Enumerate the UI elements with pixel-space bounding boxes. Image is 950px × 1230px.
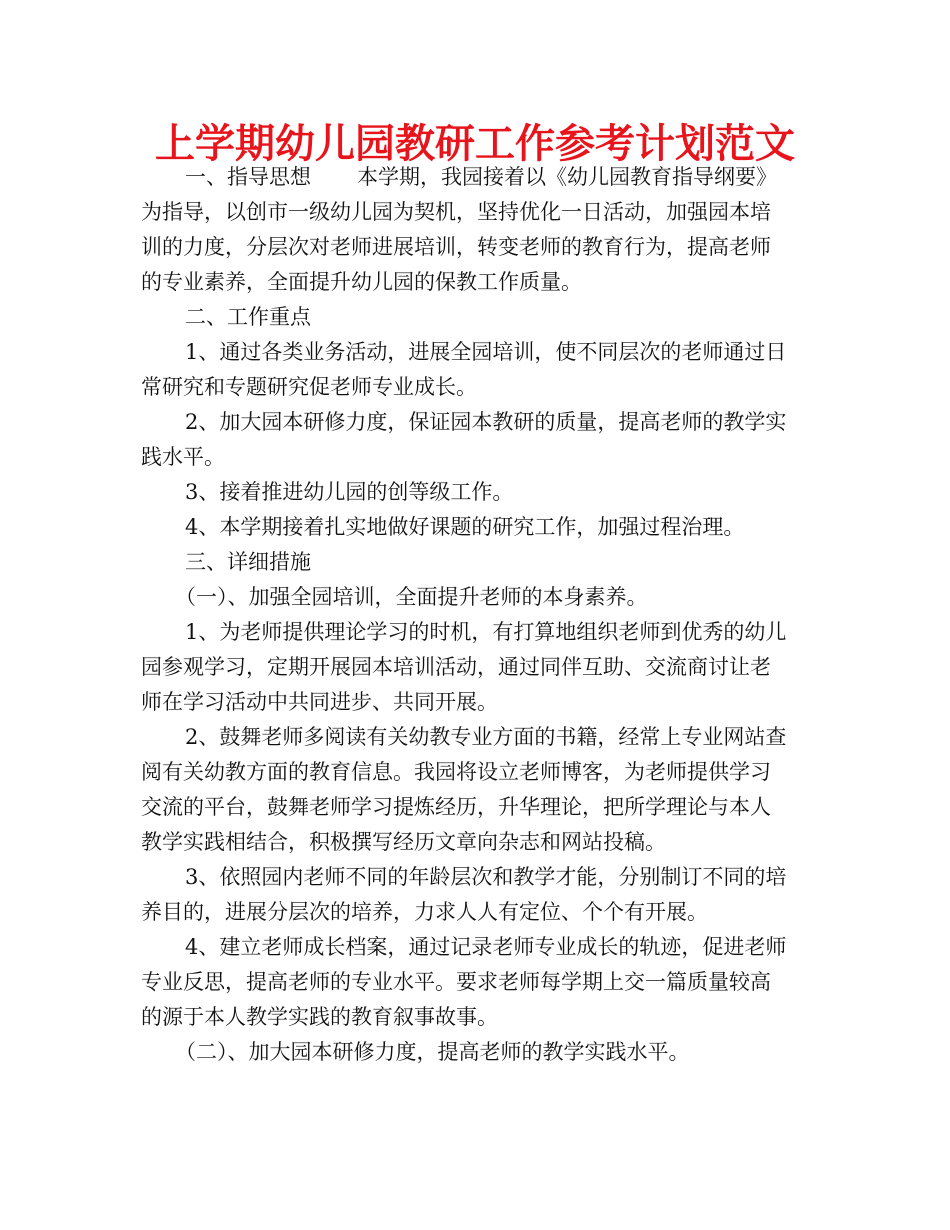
section-heading-measures: 三、详细措施 <box>185 550 311 574</box>
document-body <box>141 160 811 1070</box>
section-heading-guiding-thought: 一、指导思想 <box>185 165 311 189</box>
paragraph-line: 为指导，以创市一级幼儿园为契机，坚持优化一日活动，加强园本培 <box>141 200 771 224</box>
paragraph-line: 4、建立老师成长档案，通过记录老师专业成长的轨迹，促进老师 <box>185 935 787 959</box>
paragraph-line: 2、加大园本研修力度，保证园本教研的质量，提高老师的教学实 <box>185 410 787 434</box>
paragraph-line: 2、鼓舞老师多阅读有关幼教专业方面的书籍，经常上专业网站查 <box>185 725 787 749</box>
paragraph-line: 园参观学习，定期开展园本培训活动，通过同伴互助、交流商讨让老 <box>141 655 771 679</box>
paragraph-line: 阅有关幼教方面的教育信息。我园将设立老师博客，为老师提供学习 <box>141 760 771 784</box>
paragraph-line: 教学实践相结合，积极撰写经历文章向杂志和网站投稿。 <box>141 830 666 854</box>
paragraph-line: 专业反思，提高老师的专业水平。要求老师每学期上交一篇质量较高 <box>141 970 771 994</box>
guiding-thought-line <box>141 160 811 195</box>
paragraph-line: 4、本学期接着扎实地做好课题的研究工作，加强过程治理。 <box>185 515 745 539</box>
paragraph-line: 常研究和专题研究促老师专业成长。 <box>141 375 477 399</box>
paragraph-line: 践水平。 <box>141 445 225 469</box>
subsection-heading-research: （二）、加大园本研修力度，提高老师的教学实践水平。 <box>175 1040 690 1064</box>
paragraph-line: 的源于本人教学实践的教育叙事故事。 <box>141 1005 498 1029</box>
paragraph-line: 3、接着推进幼儿园的创等级工作。 <box>185 480 514 504</box>
paragraph-line: 训的力度，分层次对老师进展培训，转变老师的教育行为，提高老师 <box>141 235 771 259</box>
document-title: 上学期幼儿园教研工作参考计划范文 <box>155 121 795 167</box>
paragraph-line: 3、依照园内老师不同的年龄层次和教学才能，分别制订不同的培 <box>185 865 787 889</box>
paragraph-text: 本学期，我园接着以《幼儿园教育指导纲要》 <box>357 165 777 189</box>
section-heading-work-focus: 二、工作重点 <box>185 305 311 329</box>
paragraph-line: 1、为老师提供理论学习的时机，有打算地组织老师到优秀的幼儿 <box>185 620 787 644</box>
paragraph-line: 交流的平台，鼓舞老师学习提炼经历，升华理论，把所学理论与本人 <box>141 795 771 819</box>
paragraph-line: 1、通过各类业务活动，进展全园培训，使不同层次的老师通过日 <box>185 340 787 364</box>
subsection-heading-training: （一）、加强全园培训，全面提升老师的本身素养。 <box>175 585 648 609</box>
paragraph-line: 养目的，进展分层次的培养，力求人人有定位、个个有开展。 <box>141 900 708 924</box>
paragraph-line: 师在学习活动中共同进步、共同开展。 <box>141 690 498 714</box>
paragraph-line: 的专业素养，全面提升幼儿园的保教工作质量。 <box>141 270 582 294</box>
